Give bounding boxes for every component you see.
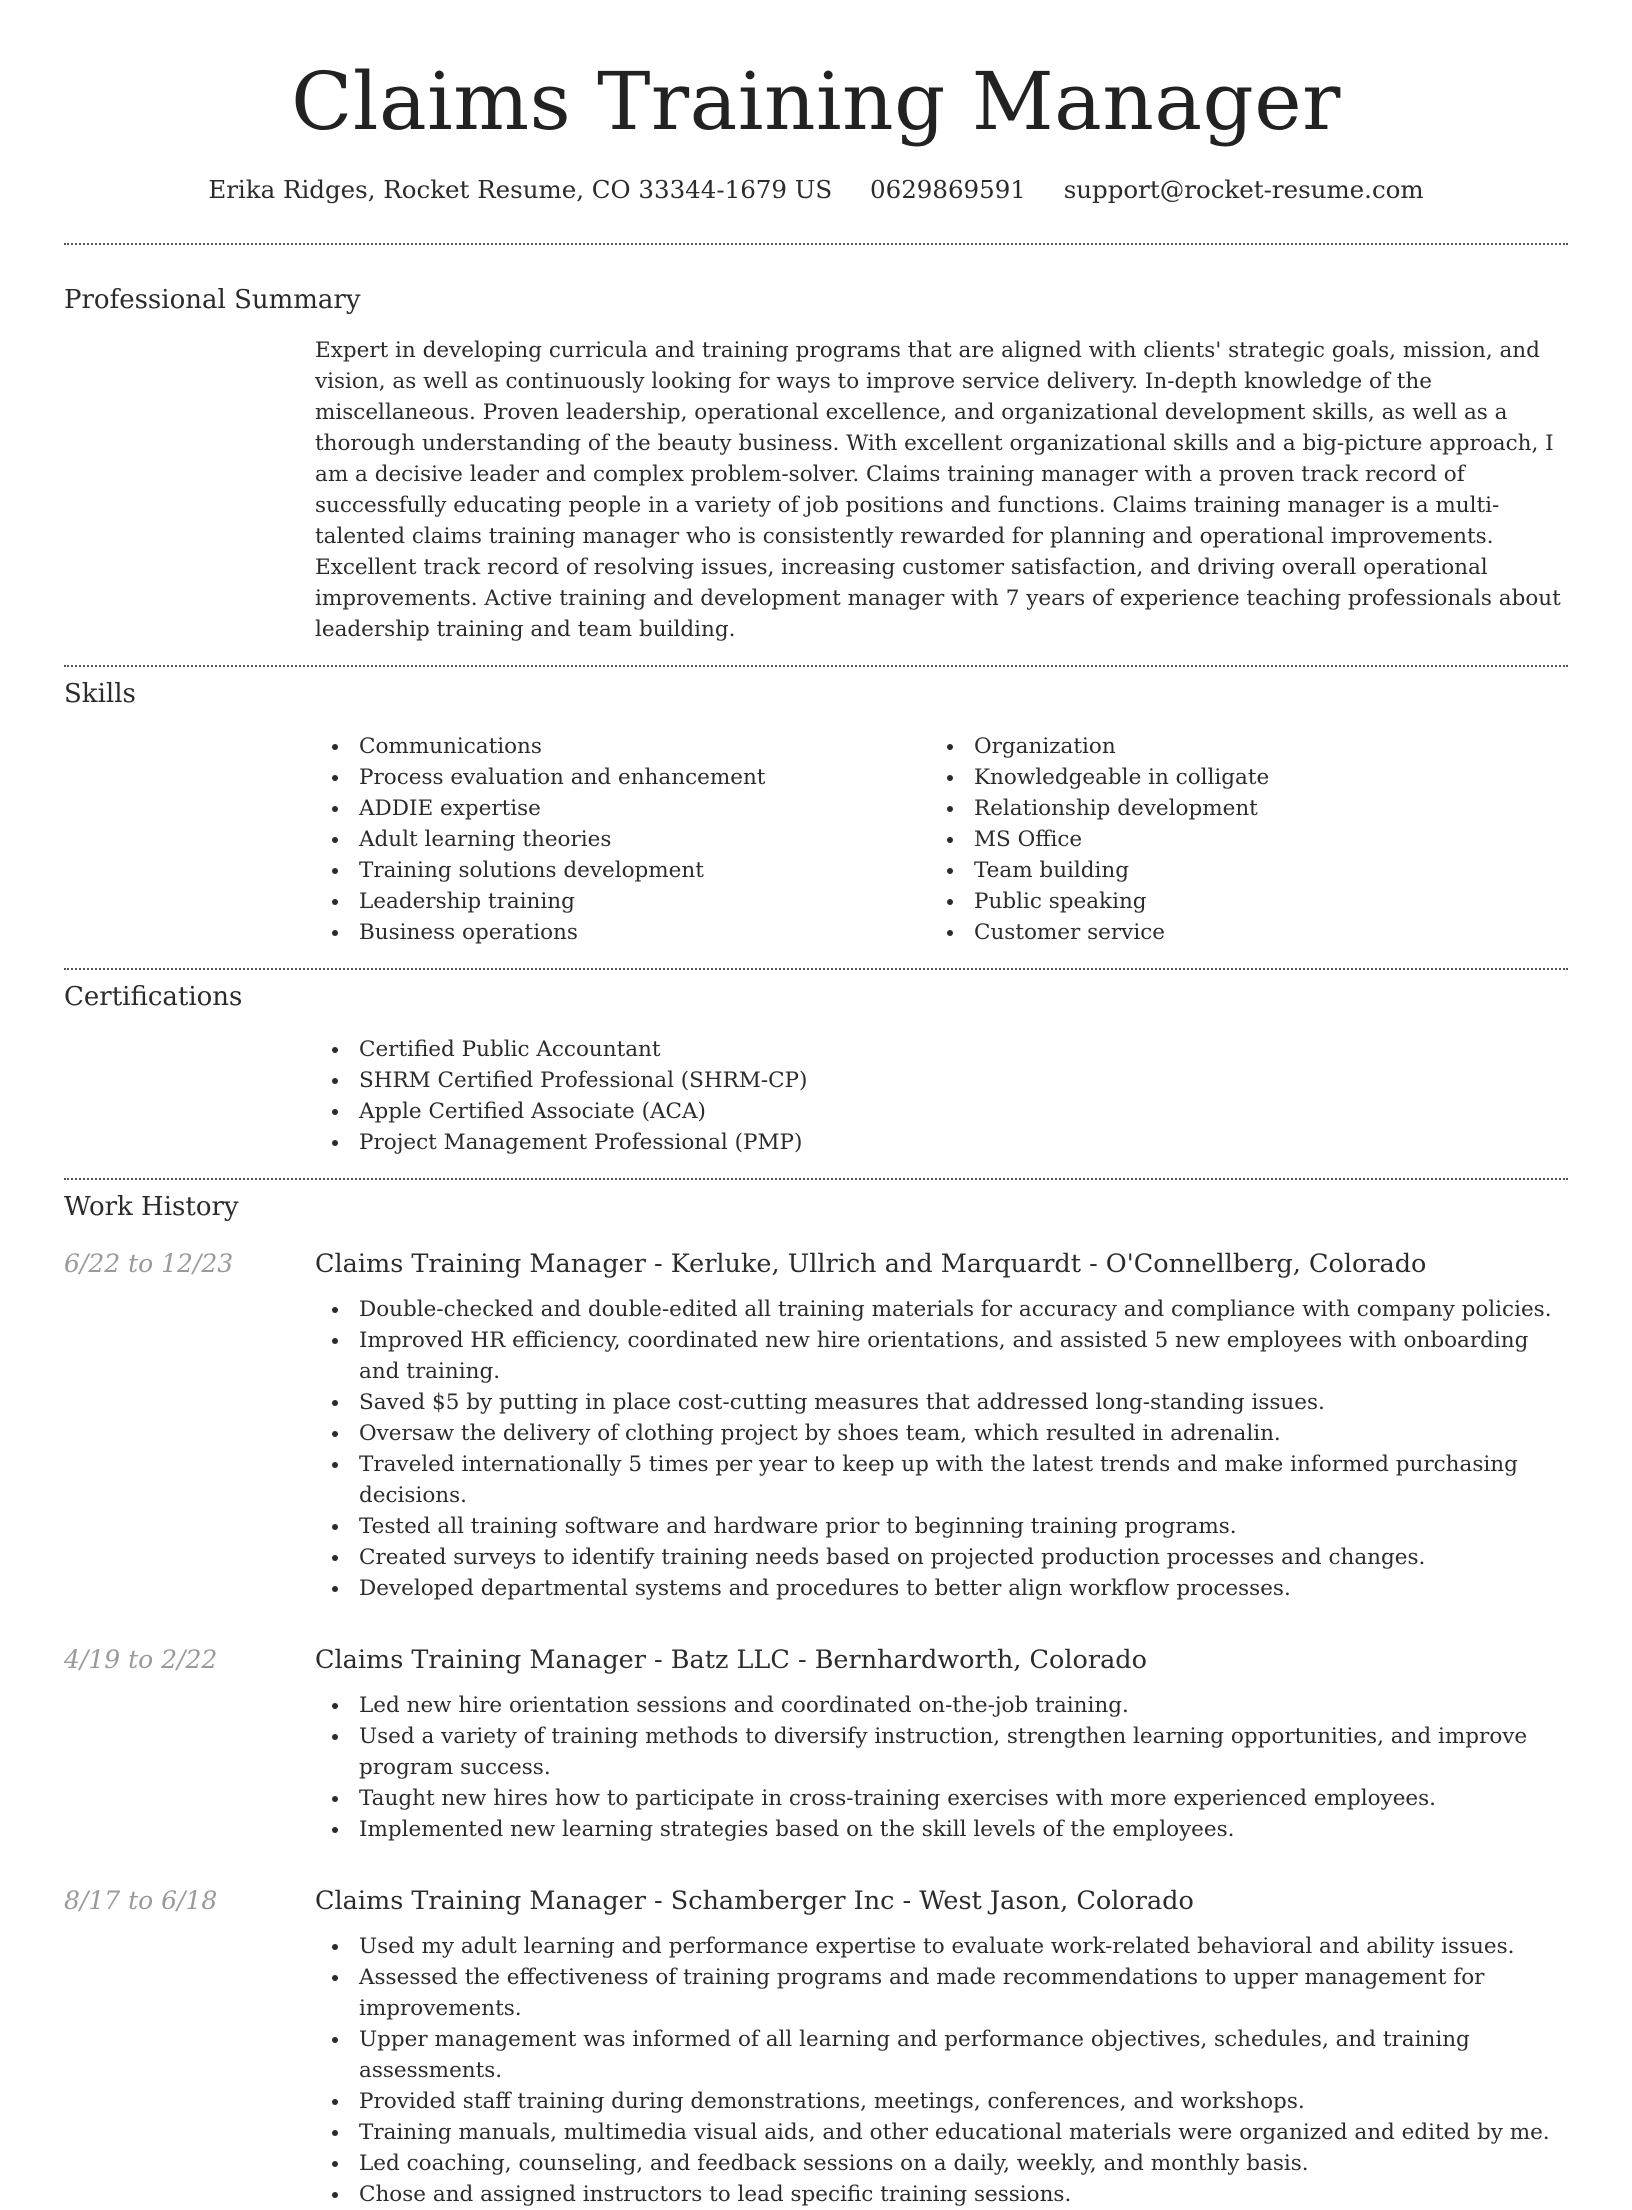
job-bullets bbox=[315, 1294, 1569, 1604]
job-title: Claims Training Manager - Schamberger Inc - West Jason, Colorado bbox=[315, 1886, 1194, 1916]
job-dates: 6/22 to 12/23 bbox=[64, 1249, 234, 1278]
job-bullet: Used a variety of training methods to diversify instruction, strengthen learning opportunities, and improve program success. bbox=[315, 1721, 1569, 1783]
job-dates: 4/19 to 2/22 bbox=[64, 1645, 218, 1674]
skills-columns bbox=[315, 731, 1568, 948]
resume-page bbox=[64, 0, 1568, 2210]
job-bullet: Traveled internationally 5 times per year to keep up with the latest trends and make informed purchasing decisions. bbox=[315, 1449, 1569, 1511]
contact-address: Erika Ridges, Rocket Resume, CO 33344-1679 US bbox=[208, 175, 833, 204]
contact-email[interactable]: support@rocket-resume.com bbox=[1063, 175, 1424, 204]
job-bullet: Led coaching, counseling, and feedback sessions on a daily, weekly, and monthly basis. bbox=[315, 2148, 1569, 2179]
section-title-summary: Professional Summary bbox=[64, 285, 361, 315]
skills-section bbox=[64, 667, 1568, 948]
summary-text: Expert in developing curricula and training programs that are aligned with clients' strategic goals, mission, and vision, as well as continuously looking for ways to improve service delivery. In-depth knowledge of the miscellaneous. Proven leadership, operational excellence, and organizational development skills, as well as a thorough understanding of the beauty business. With excellent organizational skills and a big-picture approach, I am a decisive leader and complex problem-solver. Claims training manager with a proven track record of successfully educating people in a variety of job positions and functions. Claims training manager is a multi-talented claims training manager who is consistently rewarded for planning and operational improvements. Excellent track record of resolving issues, increasing customer satisfaction, and driving overall operational improvements. Active training and development manager with 7 years of experience teaching professionals about leadership training and team building. bbox=[315, 338, 1561, 642]
jobs-list bbox=[64, 1246, 1568, 2210]
skill-item: Adult learning theories bbox=[315, 824, 930, 855]
job-bullet: Implemented new learning strategies based on the skill levels of the employees. bbox=[315, 1814, 1569, 1845]
job-bullet: Tested all training software and hardware prior to beginning training programs. bbox=[315, 1511, 1569, 1542]
summary-section bbox=[64, 245, 1568, 645]
job-bullet: Led new hire orientation sessions and coordinated on-the-job training. bbox=[315, 1690, 1569, 1721]
section-title-work-history: Work History bbox=[64, 1192, 239, 1222]
skill-item: Public speaking bbox=[930, 886, 1545, 917]
job-bullet: Double-checked and double-edited all training materials for accuracy and compliance with company policies. bbox=[315, 1294, 1569, 1325]
job-bullet: Improved HR efficiency, coordinated new hire orientations, and assisted 5 new employees with onboarding and training. bbox=[315, 1325, 1569, 1387]
skills-list-left bbox=[315, 731, 930, 948]
certifications-list bbox=[315, 1034, 1568, 1158]
job-bullet: Used my adult learning and performance expertise to evaluate work-related behavioral and ability issues. bbox=[315, 1931, 1569, 1962]
summary-content bbox=[315, 335, 1568, 645]
skill-item: Communications bbox=[315, 731, 930, 762]
skill-item: Relationship development bbox=[930, 793, 1545, 824]
section-title-certifications: Certifications bbox=[64, 982, 243, 1012]
skill-item: Knowledgeable in colligate bbox=[930, 762, 1545, 793]
skill-item: Training solutions development bbox=[315, 855, 930, 886]
section-title-skills: Skills bbox=[64, 679, 136, 709]
skill-item: Leadership training bbox=[315, 886, 930, 917]
job-bullet: Oversaw the delivery of clothing project by shoes team, which resulted in adrenalin. bbox=[315, 1418, 1569, 1449]
job-bullet: Developed departmental systems and procedures to better align workflow processes. bbox=[315, 1573, 1569, 1604]
job-entry bbox=[64, 1246, 1568, 1604]
job-title: Claims Training Manager - Kerluke, Ullrich and Marquardt - O'Connellberg, Colorado bbox=[315, 1249, 1427, 1279]
work-history-section bbox=[64, 1180, 1568, 2210]
contact-line bbox=[64, 172, 1568, 208]
certifications-content bbox=[315, 1034, 1568, 1158]
job-bullet: Chose and assigned instructors to lead specific training sessions. bbox=[315, 2179, 1569, 2210]
skill-item: ADDIE expertise bbox=[315, 793, 930, 824]
page-title: Claims Training Manager bbox=[291, 55, 1341, 148]
certification-item: Certified Public Accountant bbox=[315, 1034, 1568, 1065]
job-bullet: Training manuals, multimedia visual aids, and other educational materials were organized and edited by me. bbox=[315, 2117, 1569, 2148]
certification-item: Project Management Professional (PMP) bbox=[315, 1127, 1568, 1158]
skill-item: Organization bbox=[930, 731, 1545, 762]
job-bullets bbox=[315, 1931, 1569, 2210]
skill-item: Customer service bbox=[930, 917, 1545, 948]
skill-item: Team building bbox=[930, 855, 1545, 886]
job-bullet: Saved $5 by putting in place cost-cutting measures that addressed long-standing issues. bbox=[315, 1387, 1569, 1418]
certifications-section bbox=[64, 970, 1568, 1158]
job-entry bbox=[64, 1883, 1568, 2210]
job-bullet: Taught new hires how to participate in cross-training exercises with more experienced employees. bbox=[315, 1783, 1569, 1814]
contact-phone[interactable]: 0629869591 bbox=[870, 175, 1026, 204]
job-bullet: Provided staff training during demonstrations, meetings, conferences, and workshops. bbox=[315, 2086, 1569, 2117]
skill-item: Process evaluation and enhancement bbox=[315, 762, 930, 793]
skills-list-right bbox=[930, 731, 1545, 948]
job-dates: 8/17 to 6/18 bbox=[64, 1886, 218, 1915]
job-title: Claims Training Manager - Batz LLC - Bernhardworth, Colorado bbox=[315, 1645, 1147, 1675]
job-bullet: Created surveys to identify training needs based on projected production processes and changes. bbox=[315, 1542, 1569, 1573]
job-bullets bbox=[315, 1690, 1569, 1845]
job-bullet: Upper management was informed of all learning and performance objectives, schedules, and training assessments. bbox=[315, 2024, 1569, 2086]
certification-item: Apple Certified Associate (ACA) bbox=[315, 1096, 1568, 1127]
job-bullet: Assessed the effectiveness of training programs and made recommendations to upper management for improvements. bbox=[315, 1962, 1569, 2024]
certification-item: SHRM Certified Professional (SHRM-CP) bbox=[315, 1065, 1568, 1096]
skill-item: MS Office bbox=[930, 824, 1545, 855]
skill-item: Business operations bbox=[315, 917, 930, 948]
job-entry bbox=[64, 1642, 1568, 1845]
